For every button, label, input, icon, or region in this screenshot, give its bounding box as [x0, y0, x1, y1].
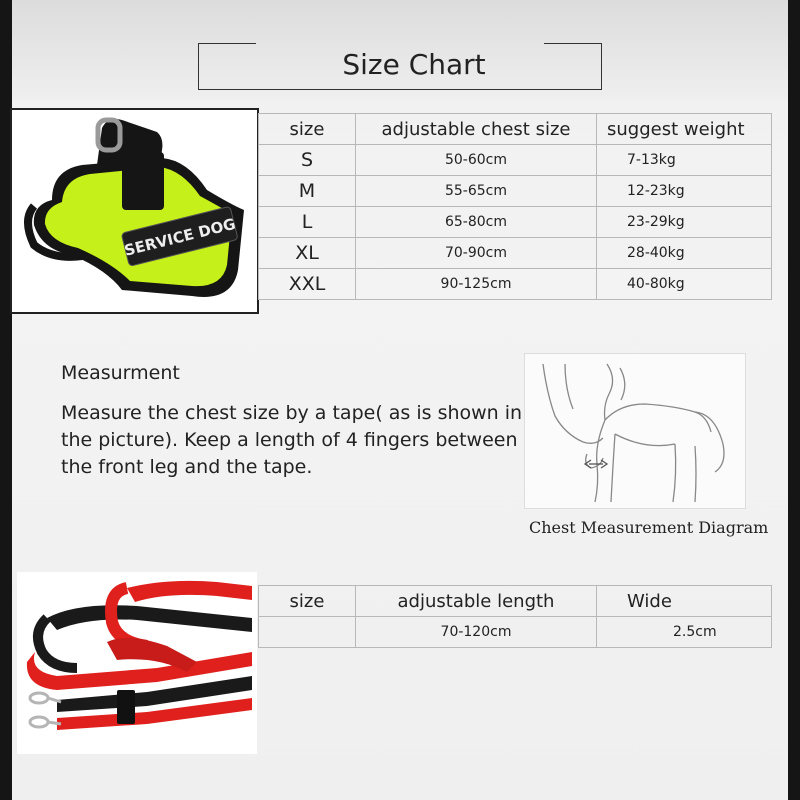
size-cell: L — [259, 207, 356, 238]
title-frame-line — [198, 43, 256, 44]
page-title: Size Chart — [342, 48, 486, 81]
chest-cell: 50-60cm — [356, 145, 597, 176]
header-chest: adjustable chest size — [356, 114, 597, 145]
chest-cell: 55-65cm — [356, 176, 597, 207]
header-weight: suggest weight — [597, 114, 772, 145]
table-header-row — [259, 114, 772, 145]
dog-measurement-sketch — [525, 354, 745, 508]
measurement-instructions: Measure the chest size by a tape( as is shown in the picture). Keep a length of 4 fingers between the front leg and the tape. — [61, 402, 523, 478]
size-table — [258, 113, 772, 300]
size-cell — [259, 617, 356, 648]
weight-cell: 7-13kg — [597, 145, 772, 176]
weight-cell: 40-80kg — [597, 269, 772, 300]
length-cell: 70-120cm — [356, 617, 597, 648]
title-frame-line — [544, 43, 602, 44]
table-row — [259, 145, 772, 176]
chest-cell: 70-90cm — [356, 238, 597, 269]
size-chart-page — [12, 0, 788, 800]
title-frame-line — [198, 89, 602, 90]
weight-cell: 12-23kg — [597, 176, 772, 207]
header-size: size — [259, 114, 356, 145]
leash-illustration — [17, 572, 257, 754]
measurement-title: Measurment — [61, 362, 180, 384]
table-row — [259, 176, 772, 207]
size-cell: S — [259, 145, 356, 176]
title-frame-line — [601, 43, 602, 89]
table-row — [259, 238, 772, 269]
title-frame-line — [198, 43, 199, 89]
chest-measurement-diagram — [524, 353, 746, 509]
leash-photo — [17, 572, 257, 754]
size-cell: XXL — [259, 269, 356, 300]
weight-cell: 23-29kg — [597, 207, 772, 238]
table-row — [259, 617, 772, 648]
harness-photo — [10, 108, 259, 314]
diagram-caption: Chest Measurement Diagram — [529, 518, 769, 537]
size-cell: XL — [259, 238, 356, 269]
table-row — [259, 207, 772, 238]
wide-cell: 2.5cm — [597, 617, 772, 648]
chest-cell: 90-125cm — [356, 269, 597, 300]
header-wide: Wide — [597, 586, 772, 617]
weight-cell: 28-40kg — [597, 238, 772, 269]
table-header-row — [259, 586, 772, 617]
header-size: size — [259, 586, 356, 617]
harness-illustration — [12, 110, 257, 312]
header-length: adjustable length — [356, 586, 597, 617]
service-dog-patch-text: SERVICE DOG — [122, 214, 238, 260]
chest-cell: 65-80cm — [356, 207, 597, 238]
table-row — [259, 269, 772, 300]
size-cell: M — [259, 176, 356, 207]
leash-table — [258, 585, 772, 648]
